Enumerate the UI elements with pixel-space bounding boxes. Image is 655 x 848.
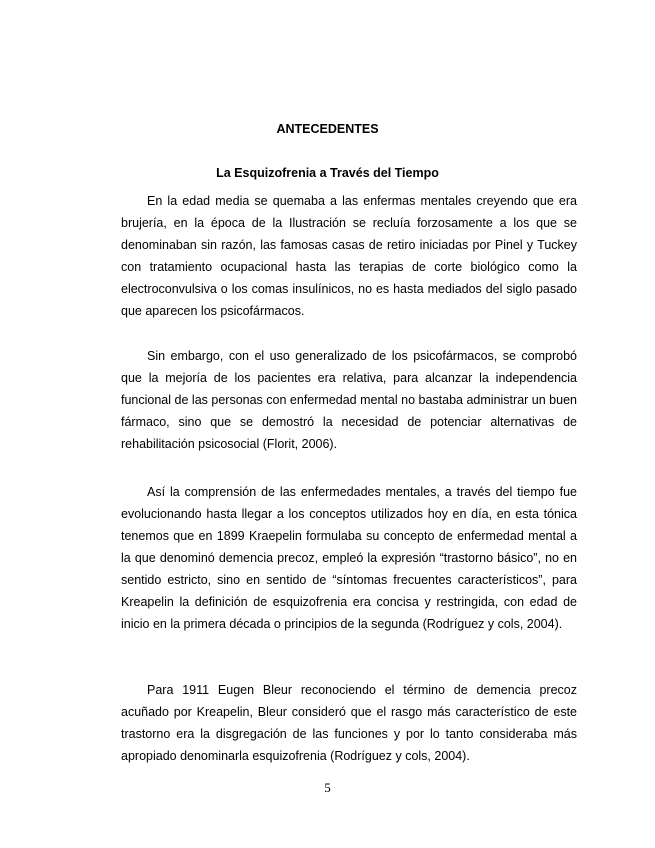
paragraph: Así la comprensión de las enfermedades mentales, a través del tiempo fue evolucionando hasta llegar a los conceptos utilizados hoy en día, en esta tónica tenemos que en 1899 Kraepelin formulaba su concepto de enfermedad mental a la que denominó demencia precoz, empleó la expresión “trastorno básico”, no en sentido estricto, sino en sentido de “síntomas frecuentes característicos”, para Kreapelin la definición de esquizofrenia era concisa y restringida, con edad de inicio en la primera década o principios de la segunda (Rodríguez y cols, 2004). — [121, 485, 577, 631]
paragraph: En la edad media se quemaba a las enfermas mentales creyendo que era brujería, en la época de la Ilustración se recluía forzosamente a los que se denominaban sin razón, las famosas casas de retiro iniciadas por Pinel y Tuckey con tratamiento ocupacional hasta las terapias de corte biológico como la electroconvulsiva o los comas insulínicos, no es hasta mediados del siglo pasado que aparecen los psicofármacos. — [121, 194, 577, 318]
page-number: 5 — [324, 780, 331, 795]
paragraph: Sin embargo, con el uso generalizado de los psicofármacos, se comprobó que la mejoría de los pacientes era relativa, para alcanzar la independencia funcional de las personas con enfermedad mental no bastaba administrar un buen fármaco, sino que se demostró la necesidad de potenciar alternativas de rehabilitación psicosocial (Florit, 2006). — [121, 349, 577, 451]
subtitle: La Esquizofrenia a Través del Tiempo — [216, 166, 439, 180]
paragraph: Para 1911 Eugen Bleur reconociendo el término de demencia precoz acuñado por Kreapelin, Bleur consideró que el rasgo más característico de este trastorno era la disgregación de las funciones y por lo tanto consideraba más apropiado denominarla esquizofrenia (Rodríguez y cols, 2004). — [121, 683, 577, 763]
section-title: ANTECEDENTES — [276, 122, 379, 136]
